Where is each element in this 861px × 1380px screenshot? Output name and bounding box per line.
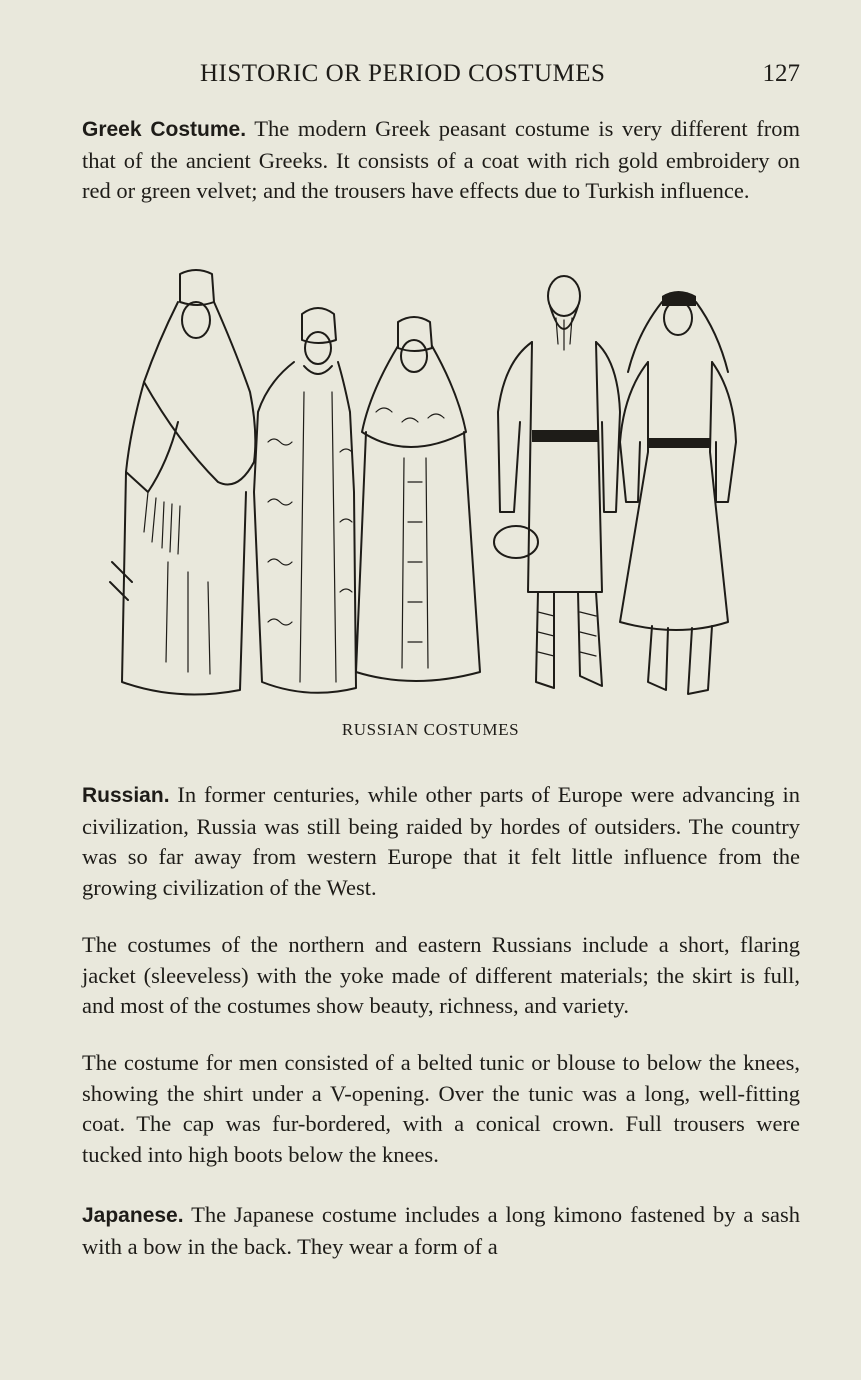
russian-costumes-drawing bbox=[108, 262, 748, 714]
japanese-heading: Japanese. bbox=[82, 1204, 184, 1227]
russian-costumes-illustration bbox=[108, 262, 748, 714]
russian-text: In former centuries, while other parts of Europe were advancing in civilization, Russia was still being raided by hordes of outsiders. The country was so far away from western Europe that it felt little influence from the growing civilization of the West. bbox=[82, 782, 800, 900]
russian-paragraph-1 bbox=[82, 780, 800, 903]
japanese-paragraph bbox=[82, 1200, 800, 1262]
greek-costume-heading: Greek Costume. bbox=[82, 118, 247, 141]
figure-woman-kerchief bbox=[620, 291, 736, 694]
greek-costume-paragraph bbox=[82, 114, 800, 207]
figure-woman-shawl bbox=[110, 270, 255, 695]
running-head: HISTORIC OR PERIOD COSTUMES bbox=[200, 60, 606, 87]
figure-woman-embroidered-coat bbox=[254, 308, 356, 693]
russian-para2-text: The costumes of the northern and eastern Russians include a short, flaring jacket (sleeveless) with the yoke made of different materials; the skirt is full, and most of the costumes show beauty, richness, and variety. bbox=[82, 932, 800, 1018]
figure-caption: RUSSIAN COSTUMES bbox=[341, 720, 520, 739]
russian-heading: Russian. bbox=[82, 784, 170, 807]
japanese-text: The Japanese costume includes a long kimono fastened by a sash with a bow in the back. They wear a form of a bbox=[82, 1202, 800, 1259]
page-number: 127 bbox=[762, 60, 800, 87]
greek-costume-text: The modern Greek peasant costume is very different from that of the ancient Greeks. It consists of a coat with rich gold embroidery on red or green velvet; and the trousers have effects due to Turkish influence. bbox=[82, 116, 800, 203]
russian-paragraph-3 bbox=[82, 1048, 800, 1170]
figure-woman-patterned-cape bbox=[356, 317, 480, 681]
russian-paragraph-2 bbox=[82, 930, 800, 1022]
page-header bbox=[82, 58, 800, 94]
figure-man-belted-tunic bbox=[494, 276, 620, 688]
russian-para3-text: The costume for men consisted of a belted tunic or blouse to below the knees, showing the shirt under a V-opening. Over the tunic was a long, well-fitting coat. The cap was fur-bordered, with a conical crown. Full trousers were tucked into high boots below the knees. bbox=[82, 1050, 800, 1167]
